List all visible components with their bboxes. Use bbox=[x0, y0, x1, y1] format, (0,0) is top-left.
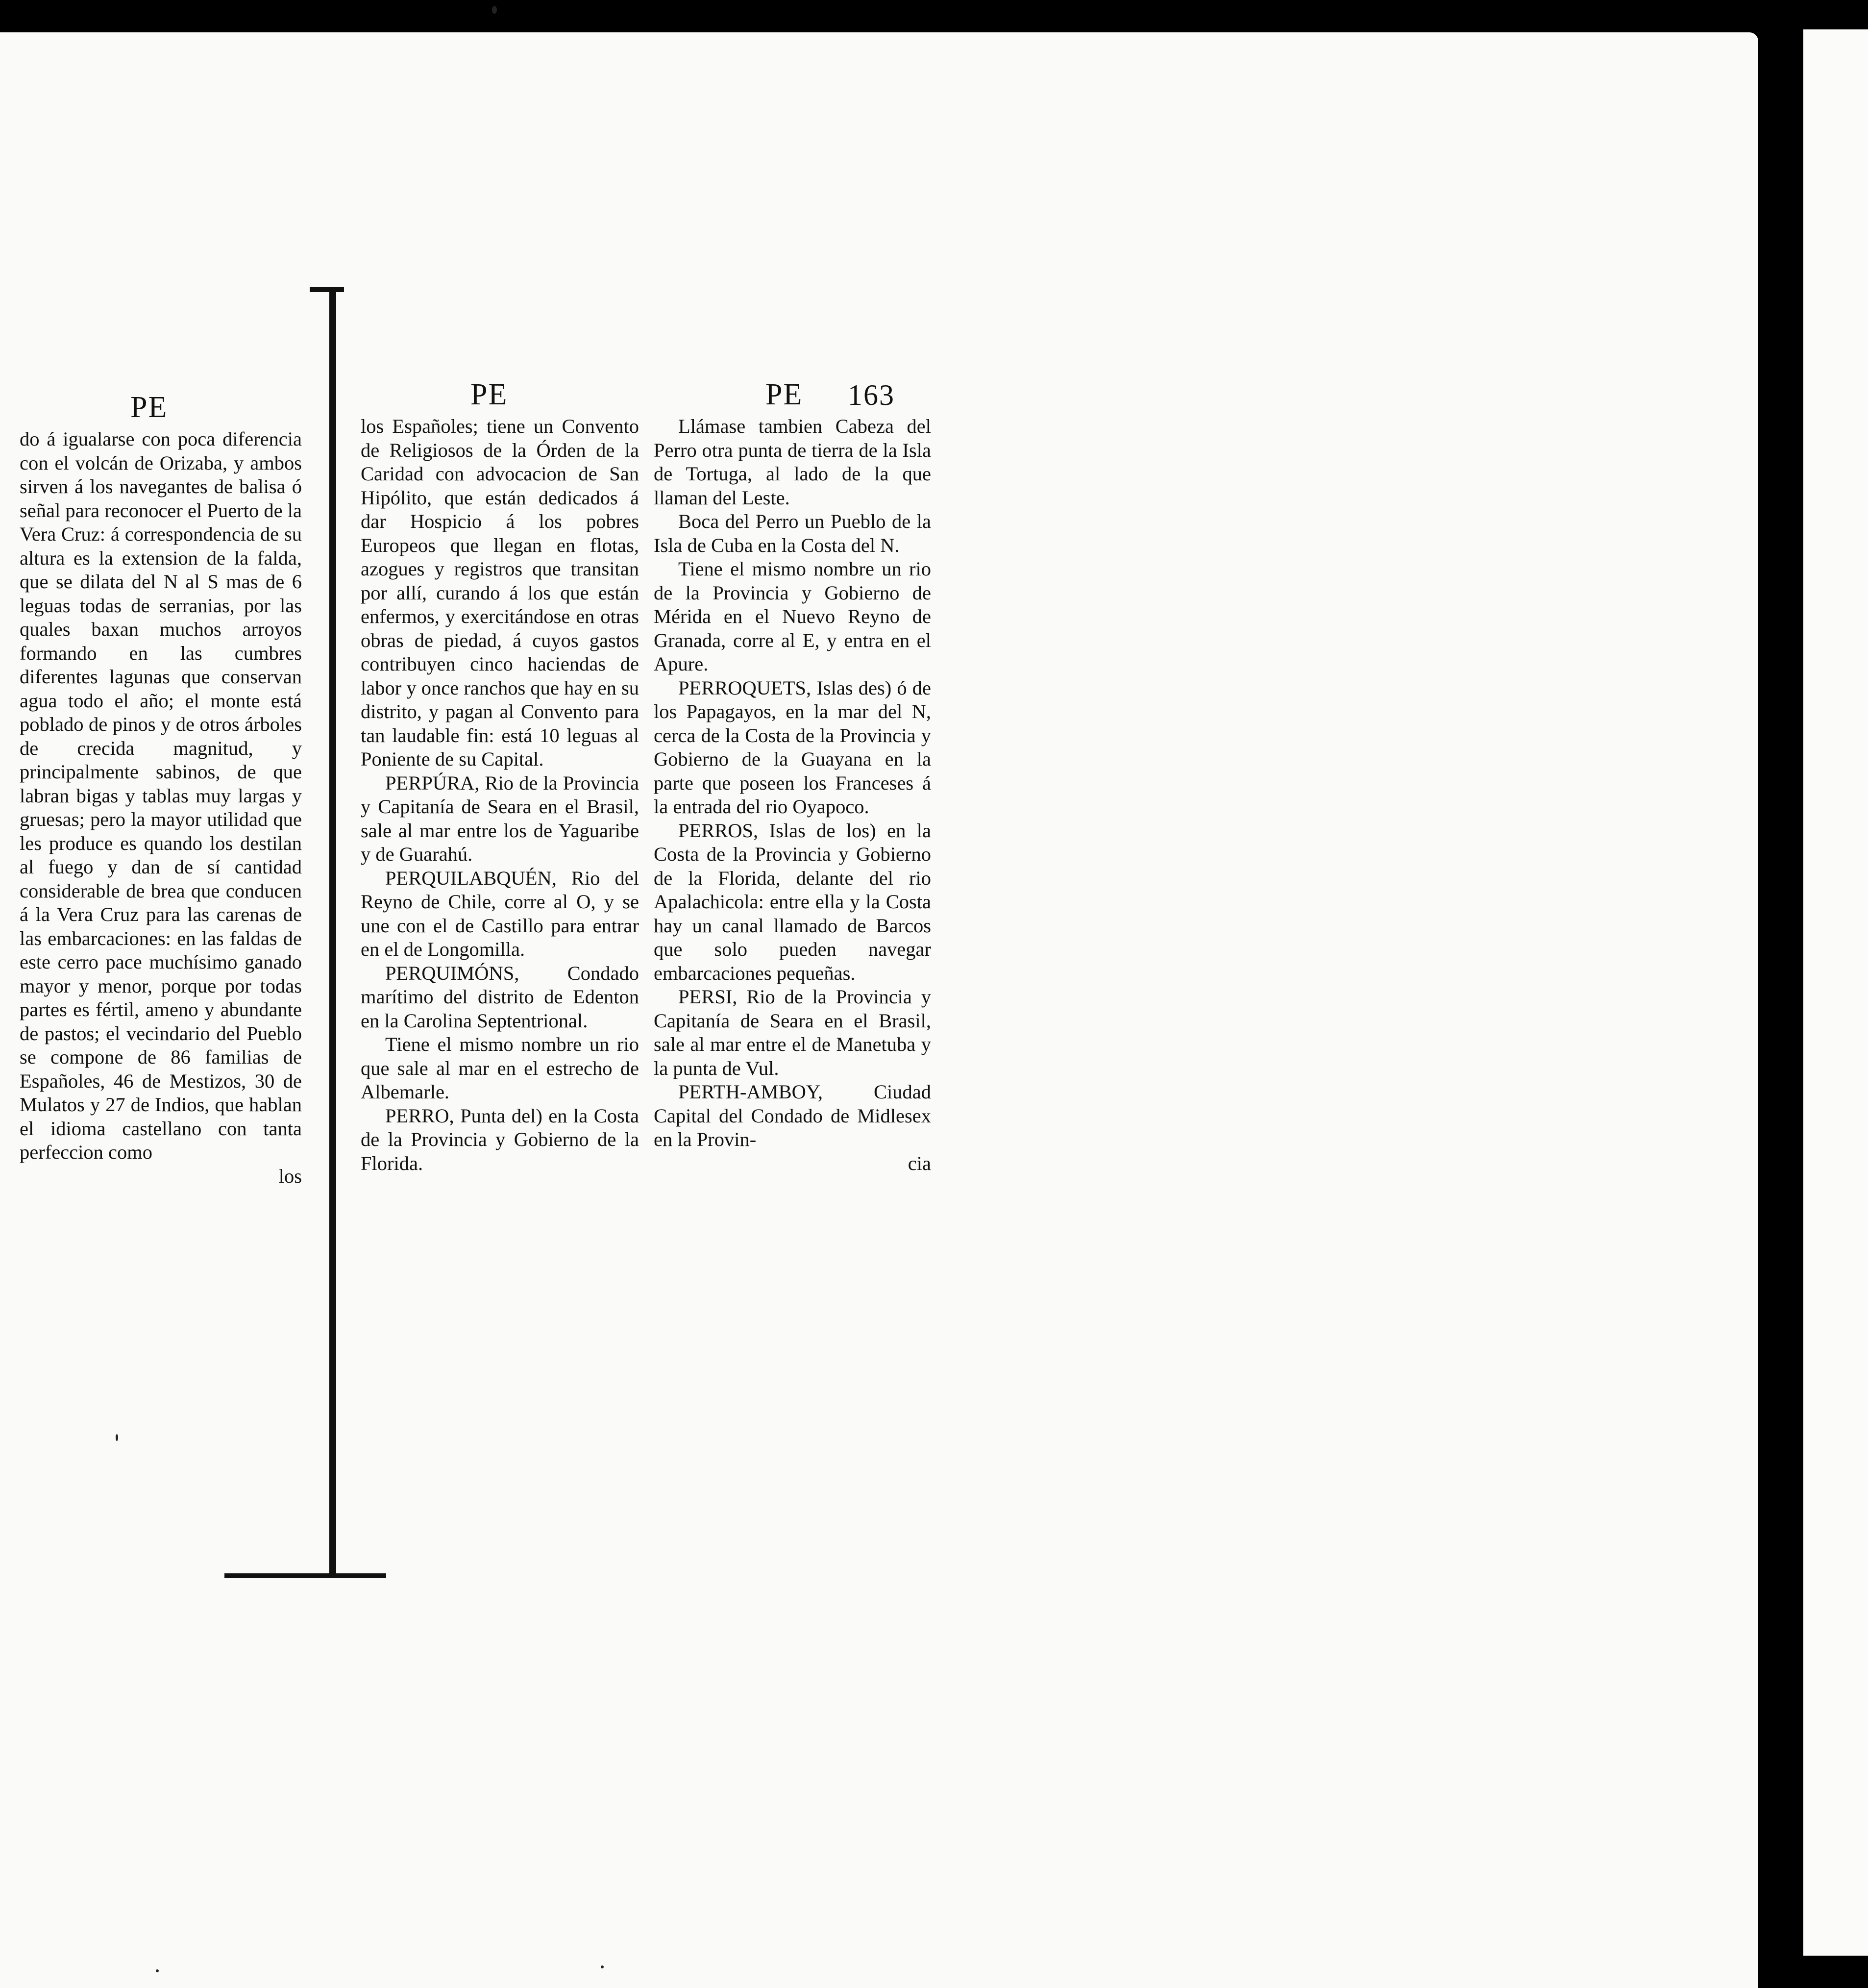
col1-text bbox=[361, 415, 639, 1356]
scan-speck bbox=[601, 1965, 604, 1968]
left-running-header: PE bbox=[130, 391, 168, 424]
col2-entry-persi: PERSI, Rio de la Provincia y Capitanía de Seara en el Brasil, sale al mar entre el de Manetuba y la punta de Vul. bbox=[654, 986, 931, 1079]
col1-entry-perpura: PERPÚRA, Rio de la Provincia y Capitanía de Seara en el Brasil, sale al mar entre los de Yaguaribe y de Guarahú. bbox=[361, 771, 639, 865]
col2-running-header: PE bbox=[765, 378, 803, 411]
col1-entry-perquilabquen: PERQUILABQUÉN, Rio del Reyno de Chile, corre al O, y se une con el de Castillo para entrar en el de Longomilla. bbox=[361, 867, 639, 960]
col2-entry-perth-amboy: PERTH-AMBOY, Ciudad Capital del Condado de Midlesex en la Provin- bbox=[654, 1081, 931, 1150]
page-number: 163 bbox=[848, 379, 895, 411]
scan-speck bbox=[116, 1434, 118, 1441]
next-page-edge bbox=[1803, 29, 1868, 1956]
col1-paragraph-1: los Españoles; tiene un Convento de Religiosos de la Órden de la Caridad con advocacion de San Hipólito, que están dedicados á dar Hospicio á los pobres Europeos que llegan en flotas, azogues y registros que transitan por allí, curando á los que están enfermos, y exercitándose en otras obras de piedad, á cuyos gastos contribuyen cinco haciendas de labor y once ranchos que hay en su distrito, y pagan al Convento para tan laudable fin: está 10 leguas al Poniente de su Capital. bbox=[361, 415, 639, 770]
col1-entry-perquimons: PERQUIMÓNS, Condado marítimo del distrito de Edenton en la Carolina Septentrional. bbox=[361, 962, 639, 1032]
scan-speck bbox=[156, 1969, 159, 1972]
gutter-rule bbox=[329, 289, 336, 1577]
scan-speck bbox=[492, 6, 497, 14]
bottom-rule bbox=[224, 1573, 386, 1578]
left-column-text bbox=[20, 427, 302, 1432]
left-catchword: los bbox=[278, 1165, 302, 1187]
col2-entry-perroquets: PERROQUETS, Islas des) ó de los Papagayos, en la mar del N, cerca de la Costa de la Provincia y Gobierno de la Guayana en la parte que poseen los Franceses á la entrada del rio Oyapoco. bbox=[654, 676, 931, 818]
col2-entry-cabeza-del-perro: Llámase tambien Cabeza del Perro otra punta de tierra de la Isla de Tortuga, al lado de la que llaman del Leste. bbox=[654, 415, 931, 509]
col2-text bbox=[654, 415, 931, 1375]
col2-entry-rio-merida: Tiene el mismo nombre un rio de la Provincia y Gobierno de Mérida en el Nuevo Reyno de Granada, corre al E, y entra en el Apure. bbox=[654, 558, 931, 675]
gutter-rule-cap bbox=[310, 287, 344, 292]
col1-running-header: PE bbox=[470, 378, 508, 411]
left-paragraph-1: do á igualarse con poca diferencia con el volcán de Orizaba, y ambos sirven á los navegantes de balisa ó señal para reconocer el Puerto de la Vera Cruz: á correspondencia de su altura es la extension de la falda, que se dilata del N al S mas de 6 leguas todas de serranias, por las quales baxan muchos arroyos formando en las cumbres diferentes lagunas que conservan agua todo el año; el monte está poblado de pinos y de otros árboles de crecida magnitud, y principalmente sabinos, de que labran bigas y tablas muy largas y gruesas; pero la mayor utilidad que les produce es quando los destilan al fuego y dan de sí cantidad considerable de brea que conducen á la Vera Cruz para las carenas de las embarcaciones: en las faldas de este cerro pace muchísimo ganado mayor y menor, porque por todas partes es fértil, ameno y abundante de pastos; el vecindario del Pueblo se compone de 86 familias de Españoles, 46 de Mestizos, 30 de Mulatos y 27 de Indios, que hablan el idioma castellano con tanta perfeccion como bbox=[20, 428, 302, 1163]
col2-entry-perros: PERROS, Islas de los) en la Costa de la Provincia y Gobierno de la Florida, delante del rio Apalachicola: entre ella y la Costa hay un canal llamado de Barcos que solo pueden navegar embarcaciones pequeñas. bbox=[654, 819, 931, 984]
col1-entry-rio: Tiene el mismo nombre un rio que sale al mar en el estrecho de Albemarle. bbox=[361, 1033, 639, 1103]
col1-entry-perro: PERRO, Punta del) en la Costa de la Provincia y Gobierno de la Florida. bbox=[361, 1104, 639, 1174]
col2-catchword: cia bbox=[908, 1152, 931, 1174]
col2-entry-boca-del-perro: Boca del Perro un Pueblo de la Isla de Cuba en la Costa del N. bbox=[654, 510, 931, 556]
